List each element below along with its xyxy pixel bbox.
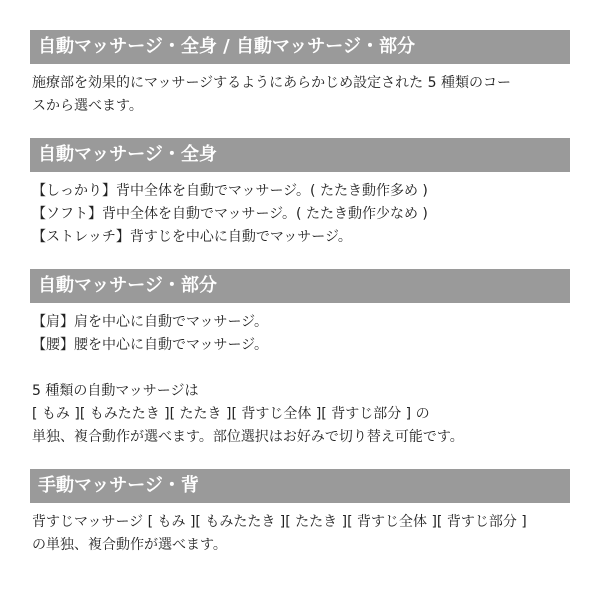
body-line: の単独、複合動作が選べます。 xyxy=(32,537,227,553)
section-body-manual-back xyxy=(30,511,570,557)
body-line: 【ストレッチ】背すじを中心に自動でマッサージ。 xyxy=(32,229,352,245)
section-body-auto-massage xyxy=(30,72,570,118)
section-header-partial: 自動マッサージ・部分 xyxy=(30,269,570,303)
section-body-partial-note xyxy=(30,380,570,449)
body-line: 【ソフト】背中全体を自動でマッサージ。( たたき動作少なめ ) xyxy=(32,206,428,222)
section-header-manual-back: 手動マッサージ・背 xyxy=(30,469,570,503)
body-line: 背すじマッサージ [ もみ ][ もみたたき ][ たたき ][ 背すじ全体 ][ 背すじ部分 ] xyxy=(32,514,527,530)
section-body-partial xyxy=(30,311,570,357)
body-line: 【腰】腰を中心に自動でマッサージ。 xyxy=(32,337,269,353)
body-line: 単独、複合動作が選べます。部位選択はお好みで切り替え可能です。 xyxy=(32,429,464,445)
body-line: 【しっかり】背中全体を自動でマッサージ。( たたき動作多め ) xyxy=(32,183,428,199)
section-body-full-body xyxy=(30,180,570,249)
section-header-full-body: 自動マッサージ・全身 xyxy=(30,138,570,172)
body-line: スから選べます。 xyxy=(32,98,143,114)
body-line: [ もみ ][ もみたたき ][ たたき ][ 背すじ全体 ][ 背すじ部分 ] の xyxy=(32,406,430,422)
body-line: 【肩】肩を中心に自動でマッサージ。 xyxy=(32,314,269,330)
body-line: 施療部を効果的にマッサージするようにあらかじめ設定された 5 種類のコー xyxy=(32,75,511,91)
section-header-auto-massage: 自動マッサージ・全身 / 自動マッサージ・部分 xyxy=(30,30,570,64)
document-content xyxy=(30,30,570,557)
body-line: 5 種類の自動マッサージは xyxy=(32,383,199,399)
